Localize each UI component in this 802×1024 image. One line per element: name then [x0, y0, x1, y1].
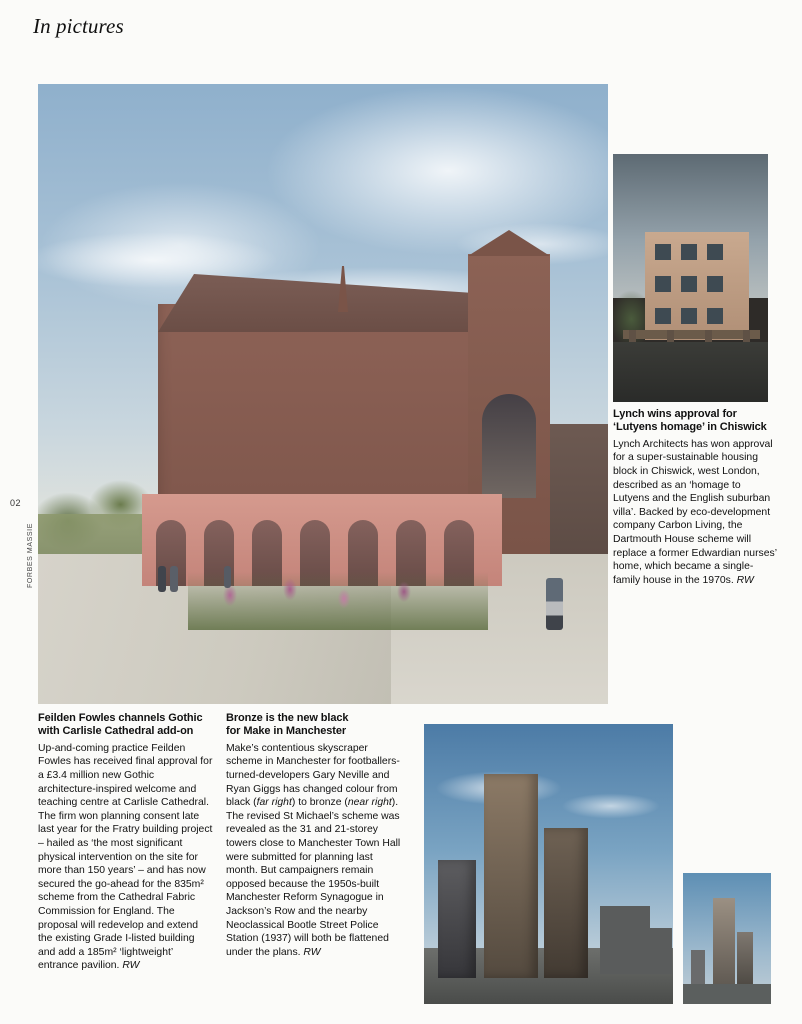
caption-bronze-manchester — [226, 712, 404, 959]
window — [681, 308, 697, 324]
page-title: In pictures — [33, 14, 124, 38]
body-text-part-1: Make’s contentious skyscraper scheme in Manchester for footballers-turned-developers Gary Neville and Ryan Giggs has changed colour from black ( — [226, 742, 400, 809]
headline-line-1: Feilden Fowles channels Gothic — [38, 712, 203, 724]
caption-chiswick — [613, 408, 778, 587]
gothic-window — [482, 394, 536, 498]
headline-line-1: Bronze is the new black — [226, 712, 349, 724]
foreground-water — [613, 342, 768, 402]
body-text-italic-1: far right — [256, 797, 292, 809]
photo-credit: FORBES MASSIE — [27, 523, 34, 588]
caption-headline-bronze — [226, 712, 404, 739]
caption-headline-feilden — [38, 712, 214, 739]
folio-number: 02 — [10, 498, 22, 508]
headline-line-1: Lynch wins approval for — [613, 408, 737, 420]
tower-31-storey — [713, 898, 735, 990]
headline-line-2: with Carlisle Cathedral add-on — [38, 725, 194, 738]
byline: RW — [736, 574, 754, 586]
window — [707, 276, 723, 292]
window — [707, 244, 723, 260]
byline: RW — [303, 946, 321, 958]
body-text: Up-and-coming practice Feilden Fowles has received final approval for a £3.4 million new Gothic architecture-inspired welcome and teaching centre at Carlisle Cathedral. The firm won planning consent late last year for the Fratry building project – hailed as ‘the most significant physical intervention on the site for more than 150 years’ – and has now secured the go-ahead for the 835m² scheme from the Cathedral Fabric Commission for England. The proposal will redevelop and extend the existing Grade I-listed building and add a 185m² ‘lightweight’ entrance pavilion. — [38, 742, 213, 972]
caption-body-feilden — [38, 742, 214, 973]
background-tower — [438, 860, 476, 978]
person-figure — [170, 566, 178, 592]
person-figure — [224, 566, 231, 588]
caption-headline-chiswick — [613, 408, 778, 435]
tower-21-storey — [737, 932, 753, 990]
byline: RW — [122, 960, 140, 972]
person-figure — [546, 578, 563, 630]
headline-line-2: for Make in Manchester — [226, 725, 347, 738]
caption-feilden-fowles — [38, 712, 214, 973]
caption-body-bronze — [226, 742, 404, 960]
pergola-beam — [623, 330, 760, 339]
body-text-italic-2: near right — [347, 797, 392, 809]
low-rise-building — [638, 928, 672, 974]
image-manchester-bronze-towers — [424, 724, 673, 1004]
tower-21-storey — [544, 828, 588, 978]
image-manchester-black-towers — [683, 873, 771, 1004]
city-skyline-foreground — [683, 984, 771, 1004]
image-chiswick-housing-block — [613, 154, 768, 402]
housing-block — [645, 232, 749, 340]
hero-image-carlisle-cathedral — [38, 84, 608, 704]
window — [707, 308, 723, 324]
window — [655, 308, 671, 324]
body-text: Lynch Architects has won approval for a super-sustainable housing block in Chiswick, west London, described as an ‘homage to Lutyens and the English suburban villa’. Backed by eco-development company Carbon Living, the Dartmouth House scheme will replace a former Edwardian nurses’ home, which became a single-family house in the 1970s. — [613, 438, 777, 586]
window — [681, 276, 697, 292]
window — [681, 244, 697, 260]
body-text-part-2: ) to bronze ( — [291, 797, 348, 809]
flower-bed — [188, 572, 488, 630]
headline-line-2: ‘Lutyens homage’ in Chiswick — [613, 421, 767, 434]
window — [655, 276, 671, 292]
caption-body-chiswick — [613, 438, 778, 588]
tower-31-storey — [484, 774, 538, 978]
body-text-part-3: ). The revised St Michael’s scheme was revealed as the 31 and 21-storey towers close to Manchester Town Hall were submitted for planning last month. But campaigners remain opposed because the 1950s-built Manchester Reform Synagogue in Jackson’s Row and the nearby Neoclassical Bootle Street Police Station (1937) will both be flattened under the plans. — [226, 797, 401, 958]
window — [655, 244, 671, 260]
person-figure — [158, 566, 166, 592]
